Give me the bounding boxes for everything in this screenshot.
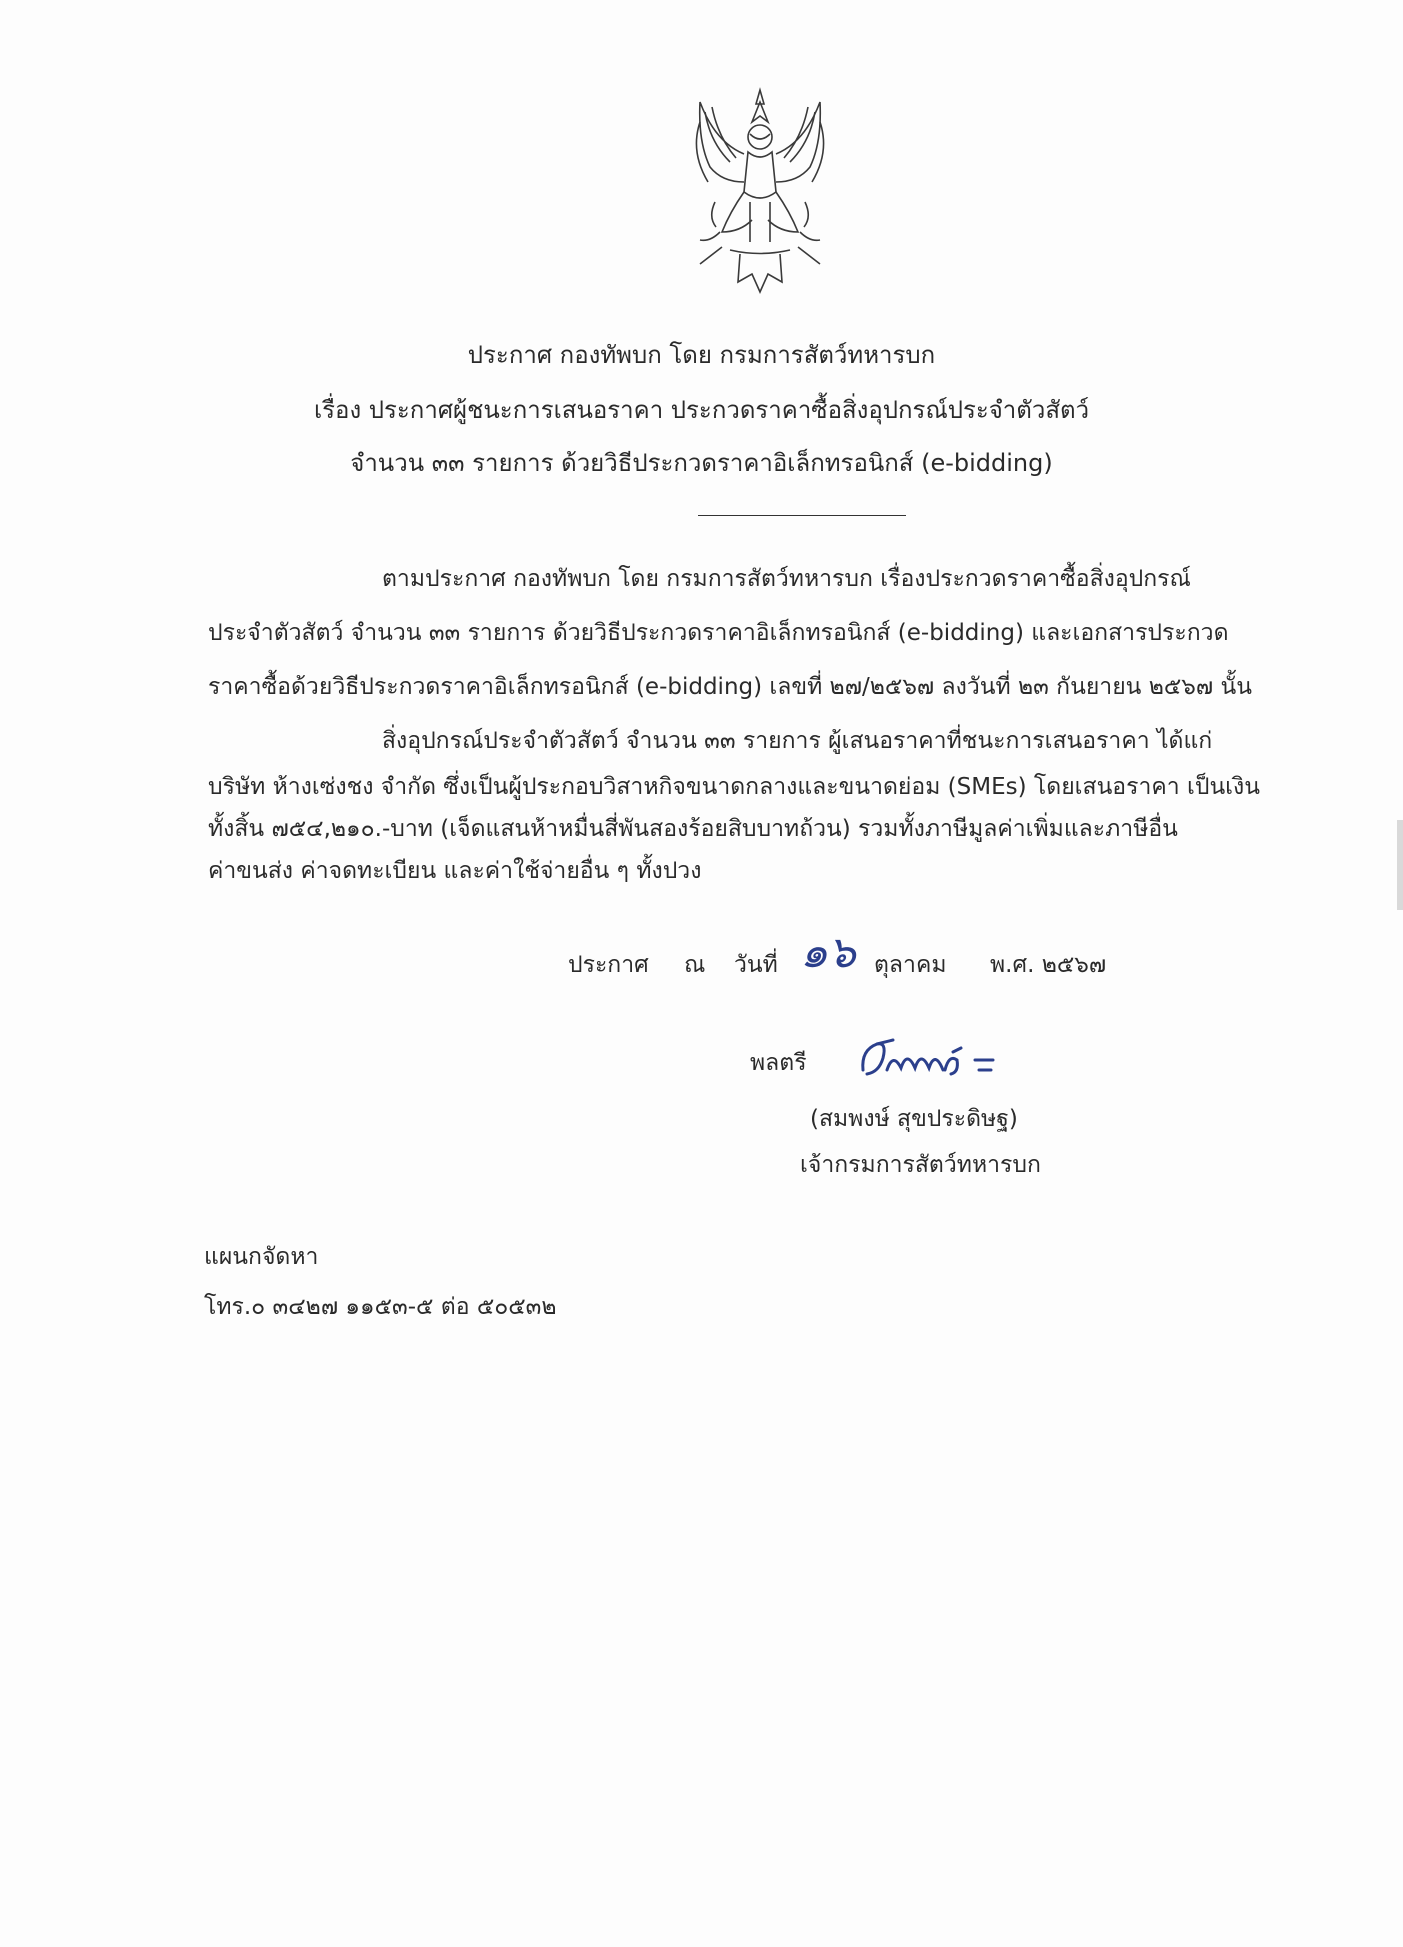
footer-department: แผนกจัดหา xyxy=(204,1244,319,1270)
signature-name: (สมพงษ์ สุขประดิษฐ) xyxy=(810,1106,1018,1132)
paragraph2-line4: ค่าขนส่ง ค่าจดทะเบียน และค่าใช้จ่ายอื่น ๆ ทั้งปวง xyxy=(208,858,702,884)
header-divider xyxy=(698,515,906,516)
paragraph2-line2: บริษัท ห้างเซ่งชง จำกัด ซึ่งเป็นผู้ประกอบวิสาหกิจขนาดกลางและขนาดย่อม (SMEs) โดยเสนอราคา เป็นเงิน xyxy=(208,774,1260,800)
garuda-emblem-icon xyxy=(660,82,860,297)
paragraph1-line1: ตามประกาศ กองทัพบก โดย กรมการสัตว์ทหารบก เรื่องประกวดราคาซื้อสิ่งอุปกรณ์ xyxy=(382,566,1191,592)
date-day-label: วันที่ xyxy=(734,952,778,978)
date-prefix: ประกาศ xyxy=(568,952,649,978)
date-month: ตุลาคม xyxy=(874,952,947,978)
signature-position: เจ้ากรมการสัตว์ทหารบก xyxy=(800,1152,1041,1178)
paragraph1-line3: ราคาซื้อด้วยวิธีประกวดราคาอิเล็กทรอนิกส์ (e-bidding) เลขที่ ๒๗/๒๕๖๗ ลงวันที่ ๒๓ กันยายน ๒๕๖๗ นั้น xyxy=(208,674,1252,700)
date-at: ณ xyxy=(684,952,706,978)
announcement-subject-cont: จำนวน ๓๓ รายการ ด้วยวิธีประกวดราคาอิเล็กทรอนิกส์ (e-bidding) xyxy=(350,449,1053,477)
paragraph2-line3: ทั้งสิ้น ๗๕๔,๒๑๐.-บาท (เจ็ดแสนห้าหมื่นสี่พันสองร้อยสิบบาทถ้วน) รวมทั้งภาษีมูลค่าเพิ่มและภาษีอื่น xyxy=(208,816,1178,842)
date-year: พ.ศ. ๒๕๖๗ xyxy=(990,952,1107,978)
scan-edge-shadow xyxy=(1397,820,1403,910)
signature-rank: พลตรี xyxy=(750,1050,807,1076)
footer-phone: โทร.๐ ๓๔๒๗ ๑๑๕๓-๕ ต่อ ๕๐๕๓๒ xyxy=(204,1294,557,1320)
paragraph1-line2: ประจำตัวสัตว์ จำนวน ๓๓ รายการ ด้วยวิธีประกวดราคาอิเล็กทรอนิกส์ (e-bidding) และเอกสารประกวด xyxy=(208,620,1229,646)
announcement-title: ประกาศ กองทัพบก โดย กรมการสัตว์ทหารบก xyxy=(467,341,936,369)
date-day-handwritten: ๑๖ xyxy=(800,927,856,978)
announcement-subject: เรื่อง ประกาศผู้ชนะการเสนอราคา ประกวดราคาซื้อสิ่งอุปกรณ์ประจำตัวสัตว์ xyxy=(313,396,1090,424)
signature-icon xyxy=(853,1030,1003,1090)
paragraph2-line1: สิ่งอุปกรณ์ประจำตัวสัตว์ จำนวน ๓๓ รายการ ผู้เสนอราคาที่ชนะการเสนอราคา ได้แก่ xyxy=(382,728,1213,754)
